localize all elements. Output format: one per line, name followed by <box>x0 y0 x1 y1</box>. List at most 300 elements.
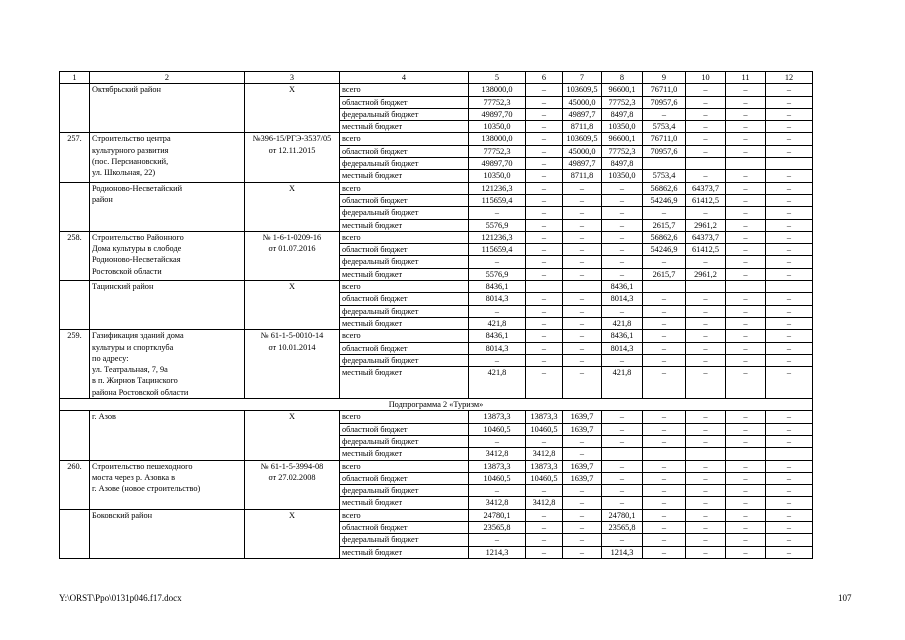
value-cell: – <box>526 207 563 219</box>
document-line: № 61-1-5-3994-08 <box>260 461 324 471</box>
document-reference <box>245 509 340 558</box>
value-cell: – <box>643 521 686 533</box>
value-cell: – <box>686 133 726 145</box>
value-cell: 115659,4 <box>469 194 526 206</box>
value-cell: – <box>602 497 643 509</box>
value-cell: – <box>726 497 766 509</box>
value-cell: – <box>469 354 526 366</box>
value-cell: – <box>602 472 643 484</box>
value-cell: – <box>526 121 563 133</box>
document-reference <box>245 182 340 231</box>
budget-source-label: местный бюджет <box>340 317 469 329</box>
budget-source-label: федеральный бюджет <box>340 108 469 120</box>
value-cell: – <box>526 546 563 558</box>
value-cell: – <box>526 521 563 533</box>
table-row <box>60 133 813 145</box>
value-cell: – <box>643 354 686 366</box>
table-row <box>60 330 813 342</box>
value-cell: – <box>643 317 686 329</box>
value-cell: – <box>563 354 602 366</box>
value-cell: – <box>726 268 766 280</box>
value-cell: – <box>563 546 602 558</box>
value-cell: 70957,6 <box>643 96 686 108</box>
value-cell: – <box>726 121 766 133</box>
column-number-4: 4 <box>340 72 469 84</box>
value-cell: – <box>726 256 766 268</box>
value-cell: 10460,5 <box>469 472 526 484</box>
value-cell: 3412,8 <box>526 497 563 509</box>
value-cell <box>526 281 563 293</box>
value-cell: – <box>469 256 526 268</box>
value-cell: – <box>686 509 726 521</box>
value-cell: – <box>643 472 686 484</box>
value-cell: – <box>766 231 813 243</box>
budget-source-label: всего <box>340 460 469 472</box>
budget-source-label: областной бюджет <box>340 96 469 108</box>
value-cell: 1639,7 <box>563 411 602 423</box>
value-cell: – <box>766 182 813 194</box>
item-name-line: район <box>92 194 113 204</box>
item-number <box>60 509 90 558</box>
value-cell: 3412,8 <box>526 448 563 460</box>
subprogram-title: Подпрограмма 2 «Туризм» <box>60 399 813 411</box>
value-cell: – <box>766 108 813 120</box>
value-cell: 64373,7 <box>686 231 726 243</box>
column-number-10: 10 <box>686 72 726 84</box>
document-reference <box>245 231 340 280</box>
item-name-line: Тацинский район <box>92 282 154 292</box>
document-line: Х <box>289 510 295 520</box>
value-cell: – <box>602 194 643 206</box>
value-cell: – <box>686 354 726 366</box>
column-number-5: 5 <box>469 72 526 84</box>
value-cell: 61412,5 <box>686 244 726 256</box>
value-cell: – <box>643 509 686 521</box>
item-number <box>60 182 90 231</box>
value-cell: – <box>766 305 813 317</box>
value-cell: 103609,5 <box>563 84 602 96</box>
budget-source-label: федеральный бюджет <box>340 485 469 497</box>
value-cell: 76711,0 <box>643 84 686 96</box>
value-cell: – <box>563 534 602 546</box>
document-line: от 10.01.2014 <box>268 342 316 352</box>
value-cell: – <box>526 194 563 206</box>
value-cell <box>643 448 686 460</box>
value-cell: – <box>766 435 813 447</box>
item-name-line: культуры и спортклуба <box>92 342 174 352</box>
value-cell: 54246,9 <box>643 194 686 206</box>
value-cell: – <box>766 546 813 558</box>
document-line: Х <box>289 282 295 292</box>
value-cell: – <box>563 521 602 533</box>
value-cell: – <box>726 472 766 484</box>
value-cell: 2615,7 <box>643 268 686 280</box>
budget-source-label: областной бюджет <box>340 472 469 484</box>
item-name <box>90 460 245 509</box>
value-cell: – <box>686 293 726 305</box>
value-cell: – <box>686 96 726 108</box>
document-reference <box>245 460 340 509</box>
item-name <box>90 411 245 460</box>
item-number <box>60 411 90 460</box>
value-cell: 421,8 <box>602 367 643 399</box>
value-cell: 10460,5 <box>526 472 563 484</box>
budget-source-label: федеральный бюджет <box>340 207 469 219</box>
value-cell: – <box>686 367 726 399</box>
value-cell: 8497,8 <box>602 108 643 120</box>
value-cell: – <box>766 145 813 157</box>
value-cell: – <box>602 423 643 435</box>
value-cell: – <box>686 256 726 268</box>
value-cell: – <box>643 460 686 472</box>
budget-source-label: всего <box>340 231 469 243</box>
budget-source-label: областной бюджет <box>340 521 469 533</box>
value-cell: – <box>766 244 813 256</box>
value-cell: – <box>766 330 813 342</box>
value-cell: 13873,3 <box>469 411 526 423</box>
column-number-12: 12 <box>766 72 813 84</box>
value-cell: – <box>686 521 726 533</box>
value-cell: 138000,0 <box>469 133 526 145</box>
value-cell <box>643 158 686 170</box>
value-cell: – <box>643 330 686 342</box>
value-cell: – <box>526 435 563 447</box>
budget-source-label: областной бюджет <box>340 423 469 435</box>
value-cell: – <box>526 330 563 342</box>
budget-source-label: местный бюджет <box>340 268 469 280</box>
budget-source-label: федеральный бюджет <box>340 435 469 447</box>
item-name-line: Строительство пешеходного <box>92 461 193 471</box>
value-cell: – <box>469 435 526 447</box>
value-cell: 77752,3 <box>602 145 643 157</box>
value-cell: – <box>766 521 813 533</box>
value-cell: 8436,1 <box>602 330 643 342</box>
value-cell: 1639,7 <box>563 460 602 472</box>
value-cell: – <box>726 96 766 108</box>
value-cell: 421,8 <box>602 317 643 329</box>
value-cell: – <box>526 219 563 231</box>
value-cell: 8436,1 <box>469 330 526 342</box>
budget-source-label: областной бюджет <box>340 293 469 305</box>
document-line: № 1-6-1-0209-16 <box>262 232 322 242</box>
value-cell <box>563 281 602 293</box>
value-cell: – <box>526 244 563 256</box>
document-reference <box>245 84 340 133</box>
value-cell: – <box>766 121 813 133</box>
document-line: от 27.02.2008 <box>268 472 316 482</box>
value-cell: – <box>726 509 766 521</box>
value-cell: 49897,70 <box>469 158 526 170</box>
value-cell: – <box>726 460 766 472</box>
item-name-line: г. Азове (новое строительство) <box>92 484 201 494</box>
item-name <box>90 509 245 558</box>
item-name-line: Строительство Районного <box>92 232 184 242</box>
value-cell: – <box>526 293 563 305</box>
value-cell: – <box>726 435 766 447</box>
value-cell: 1214,3 <box>469 546 526 558</box>
item-name <box>90 281 245 330</box>
value-cell: – <box>726 521 766 533</box>
value-cell: – <box>602 207 643 219</box>
document-reference <box>245 133 340 182</box>
value-cell: – <box>686 435 726 447</box>
value-cell: – <box>766 170 813 182</box>
value-cell: – <box>726 108 766 120</box>
item-number <box>60 84 90 133</box>
item-number: 260. <box>60 460 90 509</box>
table-row <box>60 281 813 293</box>
value-cell: – <box>563 182 602 194</box>
item-number <box>60 281 90 330</box>
budget-source-label: всего <box>340 281 469 293</box>
value-cell: – <box>563 231 602 243</box>
value-cell: – <box>726 182 766 194</box>
value-cell: – <box>526 96 563 108</box>
value-cell: – <box>602 411 643 423</box>
budget-source-label: федеральный бюджет <box>340 305 469 317</box>
value-cell: 54246,9 <box>643 244 686 256</box>
value-cell: – <box>726 411 766 423</box>
value-cell: 64373,7 <box>686 182 726 194</box>
value-cell: – <box>686 170 726 182</box>
budget-source-label: всего <box>340 509 469 521</box>
value-cell: 23565,8 <box>602 521 643 533</box>
item-name <box>90 84 245 133</box>
table-row <box>60 182 813 194</box>
value-cell: – <box>602 219 643 231</box>
budget-source-label: областной бюджет <box>340 194 469 206</box>
value-cell: – <box>469 305 526 317</box>
value-cell: 96600,1 <box>602 133 643 145</box>
value-cell: – <box>766 460 813 472</box>
value-cell: – <box>686 145 726 157</box>
value-cell: 3412,8 <box>469 497 526 509</box>
table-row <box>60 231 813 243</box>
value-cell: – <box>643 207 686 219</box>
table-row <box>60 460 813 472</box>
value-cell: – <box>686 472 726 484</box>
value-cell: – <box>643 546 686 558</box>
value-cell: – <box>686 207 726 219</box>
value-cell: – <box>643 497 686 509</box>
value-cell: 96600,1 <box>602 84 643 96</box>
value-cell: 13873,3 <box>526 460 563 472</box>
budget-table <box>59 71 813 559</box>
value-cell: – <box>686 305 726 317</box>
value-cell: – <box>643 256 686 268</box>
value-cell: – <box>643 485 686 497</box>
value-cell: – <box>766 509 813 521</box>
budget-source-label: местный бюджет <box>340 219 469 231</box>
value-cell: 10350,0 <box>602 121 643 133</box>
document-reference <box>245 281 340 330</box>
value-cell: – <box>726 485 766 497</box>
table-row <box>60 84 813 96</box>
value-cell: – <box>526 145 563 157</box>
value-cell: 13873,3 <box>469 460 526 472</box>
value-cell: 121236,3 <box>469 182 526 194</box>
value-cell: – <box>602 256 643 268</box>
value-cell: – <box>563 244 602 256</box>
item-name-line: культурного развития <box>92 145 169 155</box>
item-name-line: Родионово-Несветайский <box>92 183 183 193</box>
value-cell: – <box>526 354 563 366</box>
value-cell: – <box>526 133 563 145</box>
header-row <box>60 72 813 84</box>
value-cell: 121236,3 <box>469 231 526 243</box>
value-cell: – <box>602 268 643 280</box>
value-cell: – <box>686 317 726 329</box>
value-cell: – <box>469 207 526 219</box>
value-cell: – <box>686 330 726 342</box>
value-cell <box>643 281 686 293</box>
item-name <box>90 182 245 231</box>
value-cell: – <box>686 546 726 558</box>
value-cell: – <box>766 497 813 509</box>
value-cell: – <box>726 330 766 342</box>
value-cell: 56862,6 <box>643 182 686 194</box>
value-cell: 138000,0 <box>469 84 526 96</box>
value-cell <box>726 448 766 460</box>
item-name-line: моста через р. Азовка в <box>92 472 176 482</box>
value-cell: – <box>526 367 563 399</box>
value-cell: – <box>602 485 643 497</box>
value-cell: – <box>602 460 643 472</box>
value-cell: – <box>766 317 813 329</box>
value-cell: – <box>686 108 726 120</box>
value-cell: – <box>526 231 563 243</box>
item-name-line: (пос. Персиановский, <box>92 157 169 167</box>
value-cell: 49897,70 <box>469 108 526 120</box>
value-cell: 49897,7 <box>563 158 602 170</box>
budget-source-label: местный бюджет <box>340 367 469 399</box>
budget-source-label: областной бюджет <box>340 145 469 157</box>
value-cell: 77752,3 <box>469 145 526 157</box>
value-cell: – <box>766 342 813 354</box>
value-cell: – <box>643 305 686 317</box>
value-cell: – <box>469 485 526 497</box>
value-cell: 1639,7 <box>563 472 602 484</box>
value-cell: – <box>766 194 813 206</box>
value-cell: 8014,3 <box>602 342 643 354</box>
value-cell: 8436,1 <box>469 281 526 293</box>
value-cell: – <box>643 293 686 305</box>
value-cell: 10460,5 <box>469 423 526 435</box>
value-cell <box>766 448 813 460</box>
value-cell: – <box>643 423 686 435</box>
value-cell: 8711,8 <box>563 170 602 182</box>
value-cell: 421,8 <box>469 317 526 329</box>
value-cell: – <box>526 509 563 521</box>
value-cell: 8014,3 <box>602 293 643 305</box>
value-cell: – <box>726 317 766 329</box>
value-cell: 13873,3 <box>526 411 563 423</box>
value-cell: – <box>469 534 526 546</box>
budget-source-label: федеральный бюджет <box>340 534 469 546</box>
value-cell: – <box>686 411 726 423</box>
item-name-line: Газификация зданий дома <box>92 331 184 341</box>
document-line: от 12.11.2015 <box>268 145 316 155</box>
value-cell: 45000,0 <box>563 145 602 157</box>
value-cell: – <box>643 367 686 399</box>
value-cell: – <box>563 330 602 342</box>
value-cell: – <box>766 219 813 231</box>
value-cell: 10460,5 <box>526 423 563 435</box>
value-cell: 10350,0 <box>469 121 526 133</box>
value-cell: – <box>563 219 602 231</box>
value-cell: – <box>686 497 726 509</box>
budget-source-label: местный бюджет <box>340 170 469 182</box>
item-name-line: в п. Жирнов Тацинского <box>92 376 178 386</box>
value-cell: – <box>726 354 766 366</box>
item-name <box>90 133 245 182</box>
document-line: Х <box>289 412 295 422</box>
value-cell: 2615,7 <box>643 219 686 231</box>
table-row <box>60 509 813 521</box>
value-cell: 3412,8 <box>469 448 526 460</box>
budget-source-label: местный бюджет <box>340 448 469 460</box>
item-name-line: района Ростовской области <box>92 387 189 397</box>
document-line: Х <box>289 183 295 193</box>
document-line: от 01.07.2016 <box>268 244 316 254</box>
value-cell: 2961,2 <box>686 219 726 231</box>
value-cell: – <box>726 133 766 145</box>
value-cell: – <box>686 423 726 435</box>
value-cell: – <box>643 411 686 423</box>
column-number-8: 8 <box>602 72 643 84</box>
value-cell: – <box>726 546 766 558</box>
value-cell: – <box>526 256 563 268</box>
value-cell: – <box>726 145 766 157</box>
item-number: 257. <box>60 133 90 182</box>
budget-source-label: федеральный бюджет <box>340 354 469 366</box>
value-cell: 2961,2 <box>686 268 726 280</box>
value-cell: – <box>686 84 726 96</box>
value-cell: 45000,0 <box>563 96 602 108</box>
value-cell: – <box>726 231 766 243</box>
value-cell: – <box>563 207 602 219</box>
value-cell: 8711,8 <box>563 121 602 133</box>
document-line: № 61-1-5-0010-14 <box>260 331 324 341</box>
value-cell: 5576,9 <box>469 268 526 280</box>
value-cell: – <box>526 182 563 194</box>
value-cell: – <box>602 231 643 243</box>
value-cell: – <box>766 96 813 108</box>
column-number-3: 3 <box>245 72 340 84</box>
value-cell: 76711,0 <box>643 133 686 145</box>
item-number: 259. <box>60 330 90 399</box>
value-cell: – <box>766 354 813 366</box>
value-cell: 8497,8 <box>602 158 643 170</box>
value-cell <box>686 158 726 170</box>
value-cell: – <box>726 244 766 256</box>
value-cell: – <box>726 293 766 305</box>
value-cell: – <box>726 423 766 435</box>
value-cell: – <box>726 305 766 317</box>
value-cell: – <box>766 411 813 423</box>
item-name-line: Октябрьский район <box>92 85 161 95</box>
value-cell: – <box>526 268 563 280</box>
value-cell: 8014,3 <box>469 342 526 354</box>
budget-source-label: всего <box>340 330 469 342</box>
value-cell <box>686 448 726 460</box>
value-cell: – <box>563 256 602 268</box>
item-number: 258. <box>60 231 90 280</box>
item-name <box>90 231 245 280</box>
value-cell: 1639,7 <box>563 423 602 435</box>
column-number-2: 2 <box>90 72 245 84</box>
value-cell: 77752,3 <box>469 96 526 108</box>
